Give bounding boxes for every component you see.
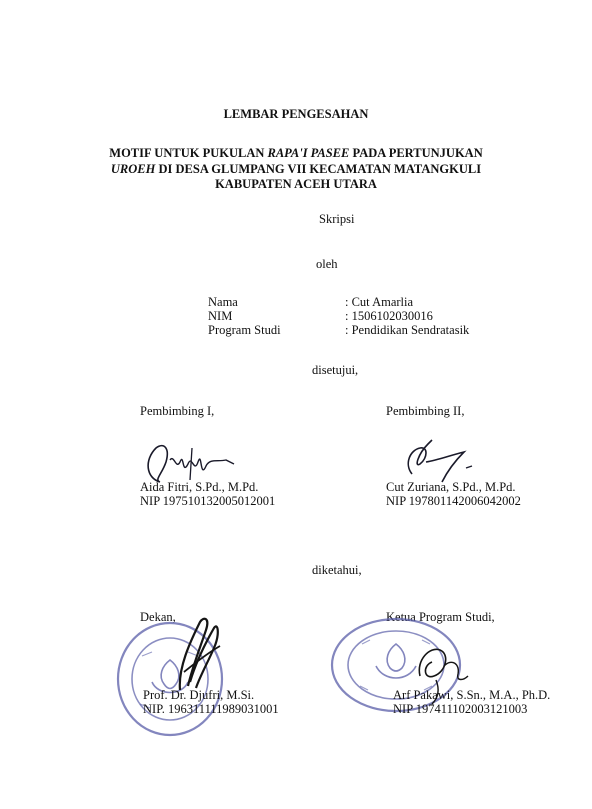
approved-label: disetujui,: [312, 363, 359, 377]
supervisor1-role: Pembimbing I,: [140, 404, 215, 418]
head-nip: NIP 197411102003121003: [393, 702, 528, 716]
thesis-title: [0, 146, 592, 193]
dean-signature: [170, 612, 230, 696]
thesis-title-line-3: KABUPATEN ACEH UTARA: [215, 177, 377, 191]
student-program-label: Program Studi: [208, 323, 281, 337]
page-title: LEMBAR PENGESAHAN: [223, 107, 369, 121]
dean-nip: NIP. 196311111989031001: [143, 702, 279, 716]
supervisor2-name: Cut Zuriana, S.Pd., M.Pd.: [386, 480, 516, 494]
supervisor1-name: Aida Fitri, S.Pd., M.Pd.: [140, 480, 259, 494]
by-label: oleh: [316, 257, 338, 271]
head-role: Ketua Program Studi,: [386, 610, 495, 624]
supervisor2-signature: [398, 438, 488, 484]
student-nim-label: NIM: [208, 309, 233, 323]
student-program-value: : Pendidikan Sendratasik: [345, 323, 470, 337]
document-type: Skripsi: [319, 212, 355, 226]
supervisor2-nip: NIP 197801142006042002: [386, 494, 521, 508]
student-nim-value: : 1506102030016: [345, 309, 433, 323]
student-name-label: Nama: [208, 295, 238, 309]
dean-name: Prof. Dr. Djufri, M.Si.: [143, 688, 255, 702]
supervisor1-nip: NIP 197510132005012001: [140, 494, 276, 508]
student-name-value: : Cut Amarlia: [345, 295, 414, 309]
thesis-title-line-2: UROEH DI DESA GLUMPANG VII KECAMATAN MATANGKULI: [110, 161, 482, 176]
dean-role: Dekan,: [140, 610, 176, 624]
acknowledged-label: diketahui,: [312, 563, 362, 577]
head-name: Arf Pakawi, S.Sn., M.A., Ph.D.: [393, 688, 551, 702]
thesis-title-line-1: MOTIF UNTUK PUKULAN RAPA'I PASEE PADA PERTUNJUKAN: [109, 146, 483, 160]
supervisor2-role: Pembimbing II,: [386, 404, 465, 418]
